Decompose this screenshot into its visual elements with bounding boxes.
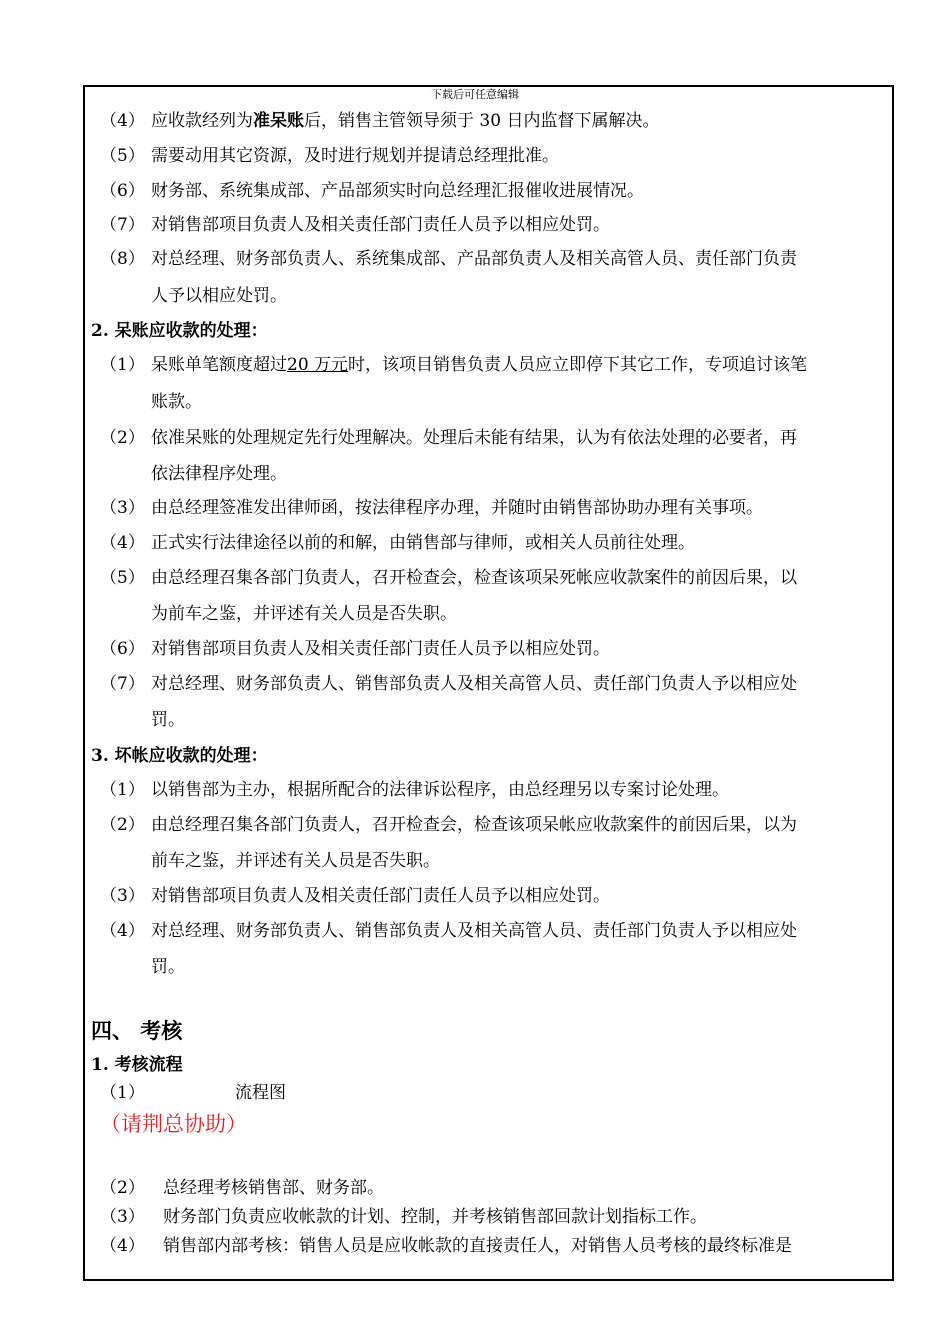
page-header-note: 下载后可任意编辑 (431, 88, 519, 101)
item-text-continuation: 人予以相应处罚。 (151, 286, 287, 306)
item-number: （3） (100, 886, 145, 906)
item-number: （1） (100, 355, 145, 375)
item-text: 总经理考核销售部、财务部。 (163, 1178, 384, 1198)
heading-bad-debt: 2. 呆账应收款的处理： (91, 321, 268, 341)
item-text: 对总经理、财务部负责人、系统集成部、产品部负责人及相关高管人员、责任部门负责 (151, 249, 797, 269)
item-number: （8） (100, 249, 145, 269)
heading-write-off: 3. 坏帐应收款的处理： (91, 746, 268, 766)
item-text: 呆账单笔额度超过 (151, 355, 287, 375)
item-text: 对总经理、财务部负责人、销售部负责人及相关高管人员、责任部门负责人予以相应处 (151, 674, 797, 694)
item-number: （4） (100, 1236, 145, 1256)
item-number: （4） (100, 921, 145, 941)
item-number: （4） (100, 533, 145, 553)
item-number: （3） (100, 1207, 145, 1227)
item-text: 应收款经列为 (151, 111, 253, 131)
item-text: 对销售部项目负责人及相关责任部门责任人员予以相应处罚。 (151, 639, 610, 659)
section-title-assessment: 四、 考核 (91, 1018, 183, 1043)
item-text: 后，销售主管领导须于 30 日内监督下属解决。 (304, 111, 660, 131)
item-number: （7） (100, 674, 145, 694)
item-text: 对销售部项目负责人及相关责任部门责任人员予以相应处罚。 (151, 886, 610, 906)
item-text: 需要动用其它资源，及时进行规划并提请总经理批准。 (151, 146, 559, 166)
item-number: （7） (100, 215, 145, 235)
heading-assessment-flow: 1. 考核流程 (91, 1055, 183, 1075)
flowchart-label: 流程图 (235, 1083, 286, 1103)
item-number: （2） (100, 428, 145, 448)
item-text: 依准呆账的处理规定先行处理解决。处理后未能有结果，认为有依法处理的必要者，再 (151, 428, 797, 448)
item-text: 由总经理召集各部门负责人，召开检查会，检查该项呆帐应收款案件的前因后果，以为 (151, 815, 797, 835)
item-number: （4） (100, 111, 145, 131)
item-number: （1） (100, 780, 145, 800)
item-text: 财务部门负责应收帐款的计划、控制，并考核销售部回款计划指标工作。 (163, 1207, 707, 1227)
item-text-continuation: 为前车之鉴，并评述有关人员是否失职。 (151, 604, 457, 624)
item-text-continuation: 账款。 (151, 392, 202, 412)
red-note: （请荆总协助） (100, 1112, 247, 1136)
item-text: 以销售部为主办，根据所配合的法律诉讼程序，由总经理另以专案讨论处理。 (151, 780, 729, 800)
item-number: （6） (100, 181, 145, 201)
item-text: 正式实行法律途径以前的和解，由销售部与律师，或相关人员前往处理。 (151, 533, 695, 553)
item-text-continuation: 依法律程序处理。 (151, 464, 287, 484)
item-text: 由总经理召集各部门负责人，召开检查会，检查该项呆死帐应收款案件的前因后果，以 (151, 568, 797, 588)
item-text: 销售部内部考核：销售人员是应收帐款的直接责任人，对销售人员考核的最终标准是 (163, 1236, 792, 1256)
item-number: （2） (100, 815, 145, 835)
item-text: 对销售部项目负责人及相关责任部门责任人员予以相应处罚。 (151, 215, 610, 235)
item-text: 时，该项目销售负责人员应立即停下其它工作，专项追讨该笔 (348, 355, 808, 375)
item-number: （1） (100, 1083, 145, 1103)
item-underlined-amount: 20 万元 (287, 355, 349, 375)
item-bold-term: 准呆账 (253, 111, 304, 131)
item-text-continuation: 前车之鉴，并评述有关人员是否失职。 (151, 851, 440, 871)
item-number: （2） (100, 1178, 145, 1198)
item-number: （5） (100, 568, 145, 588)
item-number: （5） (100, 146, 145, 166)
item-text-continuation: 罚。 (151, 710, 185, 730)
item-text: 财务部、系统集成部、产品部须实时向总经理汇报催收进展情况。 (151, 181, 644, 201)
item-text: 由总经理签准发出律师函，按法律程序办理，并随时由销售部协助办理有关事项。 (151, 498, 763, 518)
item-number: （3） (100, 498, 145, 518)
item-number: （6） (100, 639, 145, 659)
item-text: 对总经理、财务部负责人、销售部负责人及相关高管人员、责任部门负责人予以相应处 (151, 921, 797, 941)
item-text-continuation: 罚。 (151, 957, 185, 977)
